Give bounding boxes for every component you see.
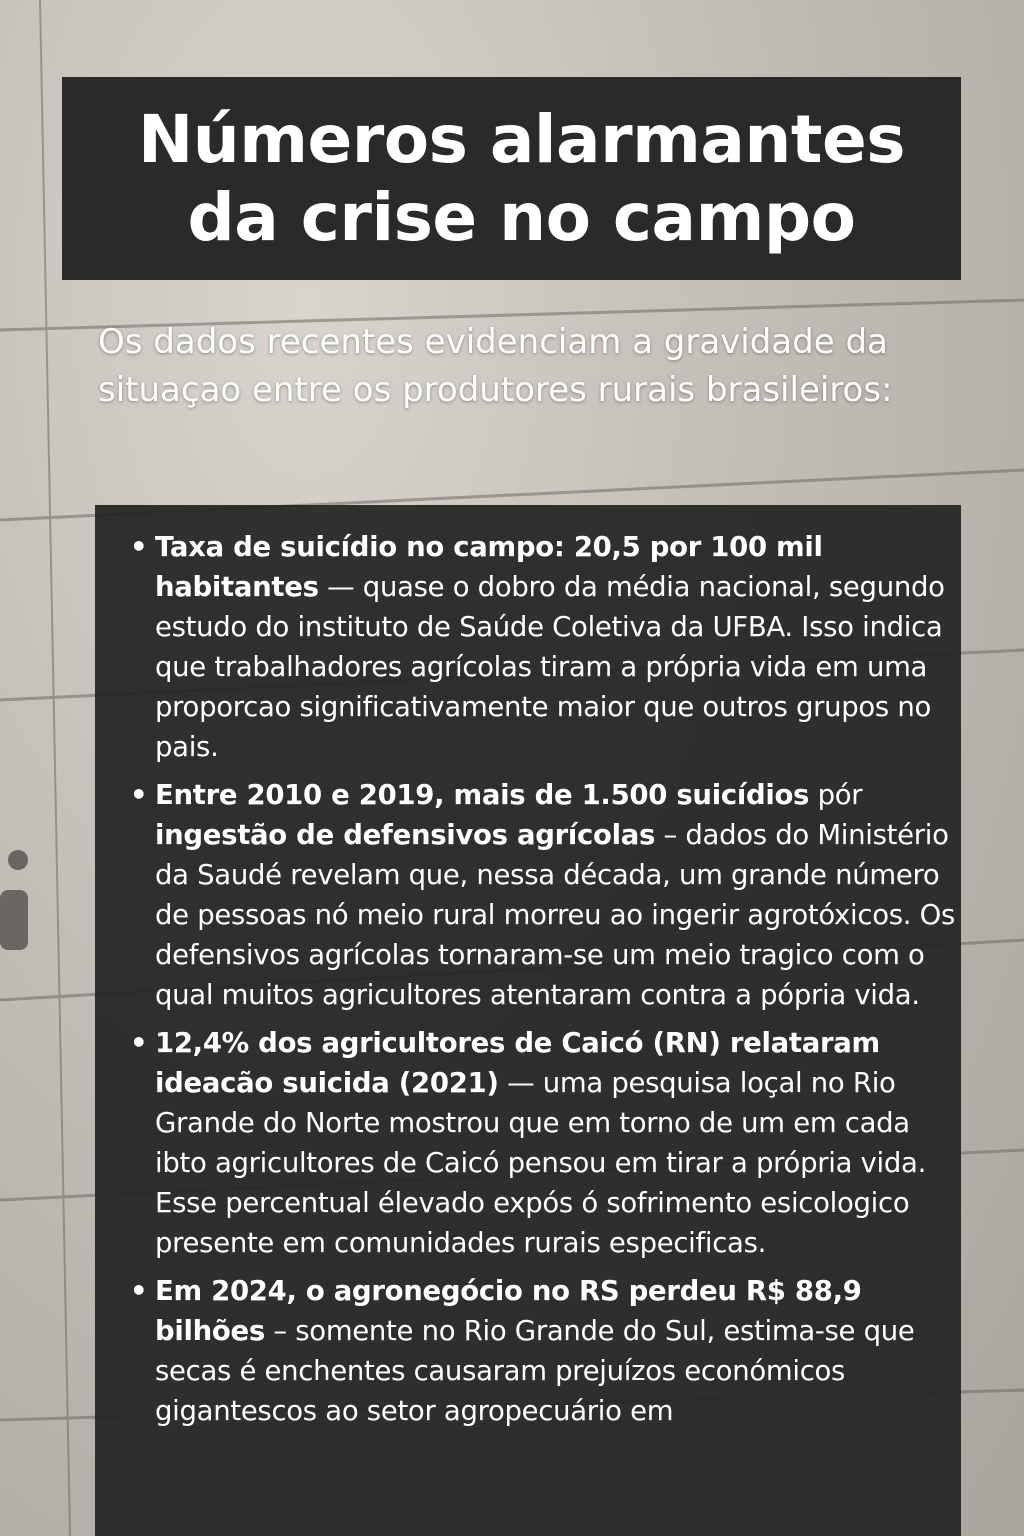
stat-lead: Em 2024, o agronegócio no RS perdeu R$ 88,9 bilhões — [155, 1275, 862, 1347]
bullet-icon: • — [130, 1027, 148, 1059]
bullet-icon: • — [130, 779, 148, 811]
intro-text: Os dados recentes evidenciam a gravidade da situaçao entre os produtores rurais brasileiros: — [98, 322, 893, 410]
stat-text: — uma pesquisa loçal no Rio Grande do Norte mostrou que em torno de um em cada ibto agricultores de Caicó pensou em tirar a própria vida. Esse percentual élevado expós ó sofrimento esicologico presente em comunidades rurais especificas. — [155, 1067, 927, 1259]
title-line-1: Números alarmantes — [137, 100, 906, 178]
stats-panel — [95, 505, 961, 1536]
page-title — [118, 101, 905, 257]
title-box — [62, 77, 961, 280]
stats-list — [95, 505, 961, 1431]
stat-lead: Taxa de suicídio no campo: 20,5 por 100 mil habitantes — [155, 531, 823, 603]
stat-text: — quase o dobro da média nacional, segundo estudo do instituto de Saúde Coletiva da UFBA. Isso indica que trabalhadores agrícolas tiram a própria vida em uma proporcao significativamente maior que outros grupos no pais. — [155, 571, 945, 763]
stat-text-mid: pór — [809, 779, 863, 811]
stat-lead: 12,4% dos agricultores de Caicó (RN) relataram ideacão suicida (2021) — [155, 1027, 880, 1099]
stat-text: – somente no Rio Grande do Sul, estima-se que secas é enchentes causaram prejuízos económicos gigantescos ao setor agropecuário em — [155, 1315, 915, 1427]
list-item — [130, 527, 961, 767]
bullet-icon: • — [130, 531, 148, 563]
list-item — [130, 1023, 961, 1263]
list-item — [130, 775, 961, 1015]
stat-lead: Entre 2010 e 2019, mais de 1.500 suicídios — [155, 779, 810, 811]
stat-lead-2: ingestão de defensivos agrícolas — [155, 819, 656, 851]
title-line-2: da crise no campo — [187, 178, 856, 256]
list-item — [130, 1271, 961, 1431]
stat-text: – dados do Ministério da Saudé revelam que, nessa década, um grande número de pessoas nó meio rural morreu ao ingerir agrotóxicos. Os defensivos agrícolas tornaram-se um meio tragico com o qual muitos agricultores atentaram contra a pópria vida. — [155, 819, 956, 1011]
bullet-icon: • — [130, 1275, 148, 1307]
